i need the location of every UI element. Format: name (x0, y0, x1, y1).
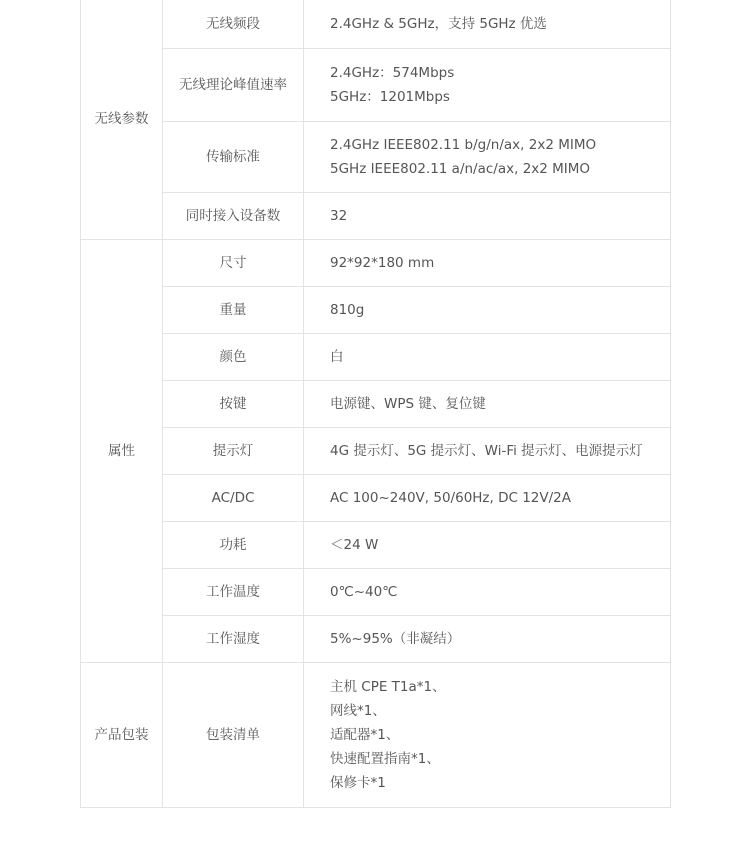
row-label: AC/DC (163, 474, 304, 521)
value-line: 4G 提示灯、5G 提示灯、Wi-Fi 提示灯、电源提示灯 (330, 442, 643, 459)
table-row (81, 333, 671, 380)
group-attributes: 属性 (81, 239, 163, 662)
table-row (81, 427, 671, 474)
table-row (81, 121, 671, 192)
row-value (304, 192, 671, 239)
row-value (304, 568, 671, 615)
table-row (81, 521, 671, 568)
row-label: 提示灯 (163, 427, 304, 474)
row-value (304, 286, 671, 333)
spec-table (80, 0, 671, 808)
value-line: 2.4GHz IEEE802.11 b/g/n/ax, 2x2 MIMO (330, 136, 597, 153)
row-value (304, 121, 671, 192)
group-packaging: 产品包装 (81, 662, 163, 807)
value-line: 2.4GHz & 5GHz，支持 5GHz 优选 (330, 15, 547, 32)
value-line: ＜24 W (330, 536, 379, 553)
value-line: 810g (330, 301, 365, 318)
row-label: 同时接入设备数 (163, 192, 304, 239)
row-value (304, 662, 671, 807)
table-row (81, 0, 671, 48)
value-line: AC 100~240V, 50/60Hz, DC 12V/2A (330, 489, 572, 506)
row-value (304, 474, 671, 521)
row-value (304, 239, 671, 286)
row-label: 包装清单 (163, 662, 304, 807)
row-value (304, 333, 671, 380)
row-value (304, 615, 671, 662)
value-line: 快速配置指南*1、 (330, 750, 440, 767)
row-label: 无线频段 (163, 0, 304, 48)
table-row (81, 48, 671, 121)
row-label: 功耗 (163, 521, 304, 568)
row-value (304, 380, 671, 427)
row-value (304, 48, 671, 121)
table-row (81, 239, 671, 286)
spec-table-body (81, 0, 671, 807)
group-wireless: 无线参数 (81, 0, 163, 239)
row-label: 重量 (163, 286, 304, 333)
table-row (81, 662, 671, 807)
row-label: 尺寸 (163, 239, 304, 286)
value-line: 网线*1、 (330, 702, 386, 719)
table-row (81, 380, 671, 427)
value-line: 92*92*180 mm (330, 254, 435, 271)
table-row (81, 615, 671, 662)
value-line: 保修卡*1 (330, 774, 386, 791)
row-label: 按键 (163, 380, 304, 427)
table-row (81, 192, 671, 239)
row-label: 颜色 (163, 333, 304, 380)
value-line: 2.4GHz：574Mbps (330, 64, 455, 81)
row-value (304, 521, 671, 568)
row-value (304, 0, 671, 48)
value-line: 白 (330, 348, 344, 365)
value-line: 主机 CPE T1a*1、 (330, 678, 446, 695)
table-row (81, 568, 671, 615)
row-label: 无线理论峰值速率 (163, 48, 304, 121)
table-row (81, 474, 671, 521)
value-line: 32 (330, 207, 348, 224)
value-line: 0℃~40℃ (330, 583, 398, 600)
row-value (304, 427, 671, 474)
row-label: 工作温度 (163, 568, 304, 615)
value-line: 电源键、WPS 键、复位键 (330, 395, 486, 412)
value-line: 5%~95%（非凝结） (330, 630, 461, 647)
table-row (81, 286, 671, 333)
value-line: 5GHz：1201Mbps (330, 88, 450, 105)
row-label: 工作湿度 (163, 615, 304, 662)
value-line: 5GHz IEEE802.11 a/n/ac/ax, 2x2 MIMO (330, 160, 591, 177)
value-line: 适配器*1、 (330, 726, 400, 743)
row-label: 传输标准 (163, 121, 304, 192)
